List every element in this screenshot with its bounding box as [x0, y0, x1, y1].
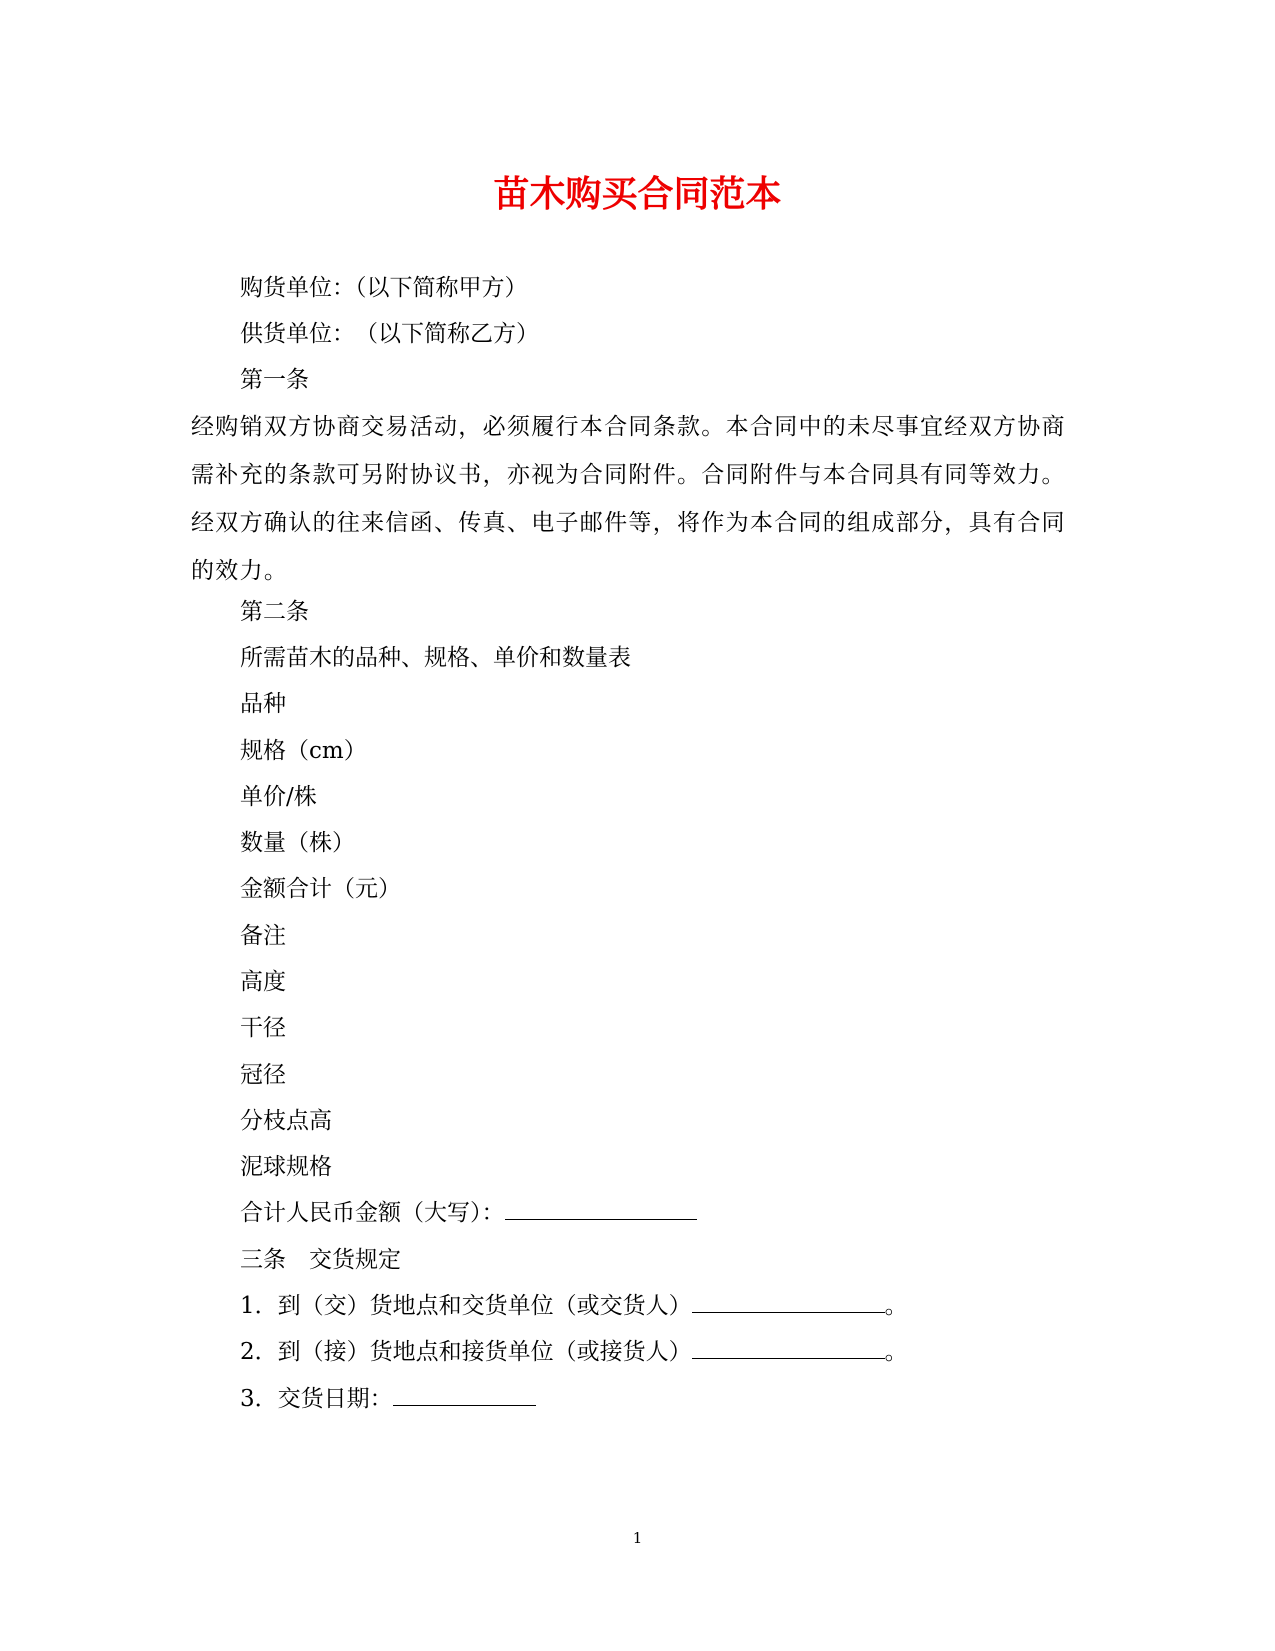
delivery-item-2-period: 。 — [884, 1339, 908, 1365]
delivery-item-1-blank — [692, 1290, 885, 1313]
column-unit-price: 单价/株 — [240, 784, 317, 810]
delivery-item-2-label: 2．到（接）货地点和接货单位（或接货人） — [240, 1339, 692, 1365]
article-2-heading: 第二条 — [240, 599, 309, 625]
delivery-item-1 — [240, 1290, 908, 1322]
spec-soil-ball: 泥球规格 — [240, 1154, 332, 1180]
column-variety: 品种 — [240, 691, 286, 717]
column-total: 金额合计（元） — [240, 876, 401, 902]
column-quantity: 数量（株） — [240, 830, 355, 856]
delivery-item-3 — [240, 1383, 536, 1415]
total-amount-label: 合计人民币金额（大写）： — [240, 1200, 505, 1226]
total-amount-line — [240, 1197, 697, 1229]
article-3-heading: 三条 交货规定 — [240, 1247, 401, 1273]
spec-height: 高度 — [240, 969, 286, 995]
document-title: 苗木购买合同范本 — [493, 173, 782, 215]
buyer-line: 购货单位：（以下简称甲方） — [240, 275, 528, 301]
delivery-item-2 — [240, 1336, 908, 1368]
total-amount-blank — [505, 1197, 697, 1220]
spec-branch-height: 分枝点高 — [240, 1108, 332, 1134]
delivery-item-1-label: 1．到（交）货地点和交货单位（或交货人） — [240, 1293, 692, 1319]
delivery-item-3-label: 3．交货日期： — [240, 1386, 393, 1412]
supplier-line: 供货单位： （以下简称乙方） — [240, 321, 539, 347]
delivery-date-blank — [393, 1383, 536, 1406]
page-number: 1 — [632, 1529, 643, 1547]
spec-crown-diameter: 冠径 — [240, 1062, 286, 1088]
spec-trunk-diameter: 干径 — [240, 1015, 286, 1041]
column-spec: 规格（cm） — [240, 738, 367, 764]
delivery-item-2-blank — [692, 1336, 885, 1359]
article-1-paragraph: 经购销双方协商交易活动，必须履行本合同条款。本合同中的未尽事宜经双方协商需补充的条款可另附协议书，亦视为合同附件。合同附件与本合同具有同等效力。经双方确认的往来信函、传真、电子邮件等，将作为本合同的组成部分，具有合同的效力。 — [191, 414, 1066, 584]
article-1-heading: 第一条 — [240, 367, 309, 393]
delivery-item-1-period: 。 — [884, 1293, 908, 1319]
table-caption: 所需苗木的品种、规格、单价和数量表 — [240, 645, 631, 671]
column-remarks: 备注 — [240, 923, 286, 949]
